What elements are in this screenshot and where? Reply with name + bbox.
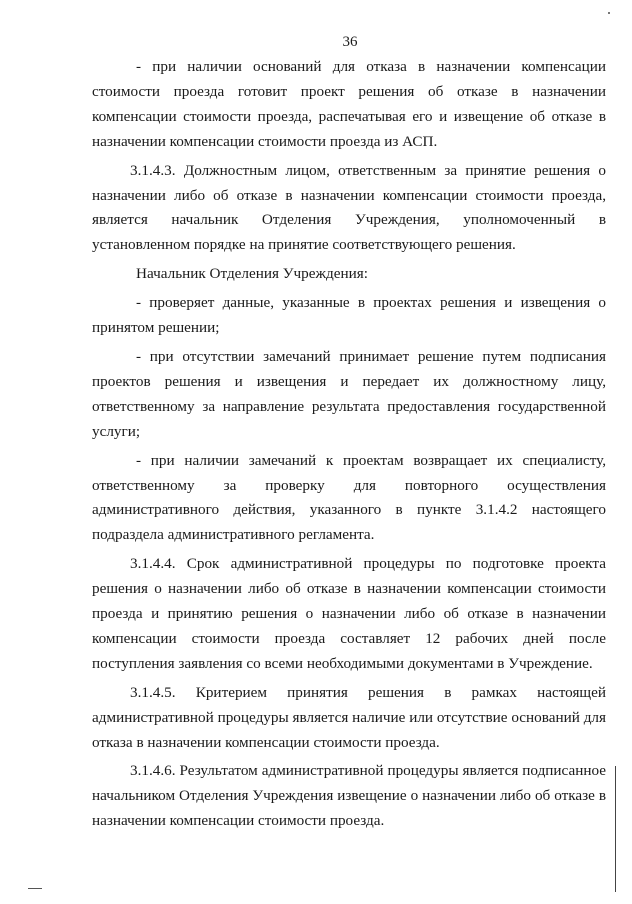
paragraph-asp-refusal: - при наличии оснований для отказа в назначении компенсации стоимости проезда готовит проект решения об отказе в назначении компенсации стоимости проезда, распечатывая его и извещение об отказе в назначении компенсации стоимости проезда из АСП.: [92, 58, 606, 150]
scan-artifact-mark: [28, 888, 42, 889]
paragraph-3-1-4-5: 3.1.4.5. Критерием принятия решения в рамках настоящей административной процедуры является наличие или отсутствие оснований для отказа в назначении компенсации стоимости проезда.: [92, 683, 606, 751]
paragraph-3-1-4-6: 3.1.4.6. Результатом административной процедуры является подписанное начальником Отделения Учреждения извещение о назначении либо об отказе в назначении компенсации стоимости проезда.: [92, 762, 606, 830]
scan-edge-line: [615, 766, 616, 892]
document-body: [92, 55, 606, 834]
scan-artifact-dot: [608, 12, 610, 14]
paragraph-3-1-4-3: 3.1.4.3. Должностным лицом, ответственным за принятие решения о назначении либо об отказе в назначении компенсации стоимости проезда, является начальник Отделения Учреждения, уполномоченный в установленном порядке на принятие соответствующего решения.: [92, 161, 606, 254]
paragraph-3-1-4-4: 3.1.4.4. Срок административной процедуры по подготовке проекта решения о назначении либо об отказе в назначении компенсации стоимости проезда и принятию решения о назначении либо об отказе в назначении компенсации стоимости проезда составляет 12 рабочих дней после поступления заявления со всеми необходимыми документами в Учреждение.: [92, 555, 606, 672]
paragraph-checks-data: - проверяет данные, указанные в проектах решения и извещения о принятом решении;: [92, 294, 606, 337]
page-number: 36: [342, 34, 358, 50]
paragraph-head-intro: Начальник Отделения Учреждения:: [136, 265, 368, 283]
paragraph-no-remarks: - при отсутствии замечаний принимает решение путем подписания проектов решения и извещения и передает их должностному лицу, ответственному за направление результата предоставления государственной услуги;: [92, 347, 606, 440]
paragraph-with-remarks: - при наличии замечаний к проектам возвращает их специалисту, ответственному за проверку для повторного осуществления административного действия, указанного в пункте 3.1.4.2 настоящего подраздела административного регламента.: [92, 451, 606, 544]
